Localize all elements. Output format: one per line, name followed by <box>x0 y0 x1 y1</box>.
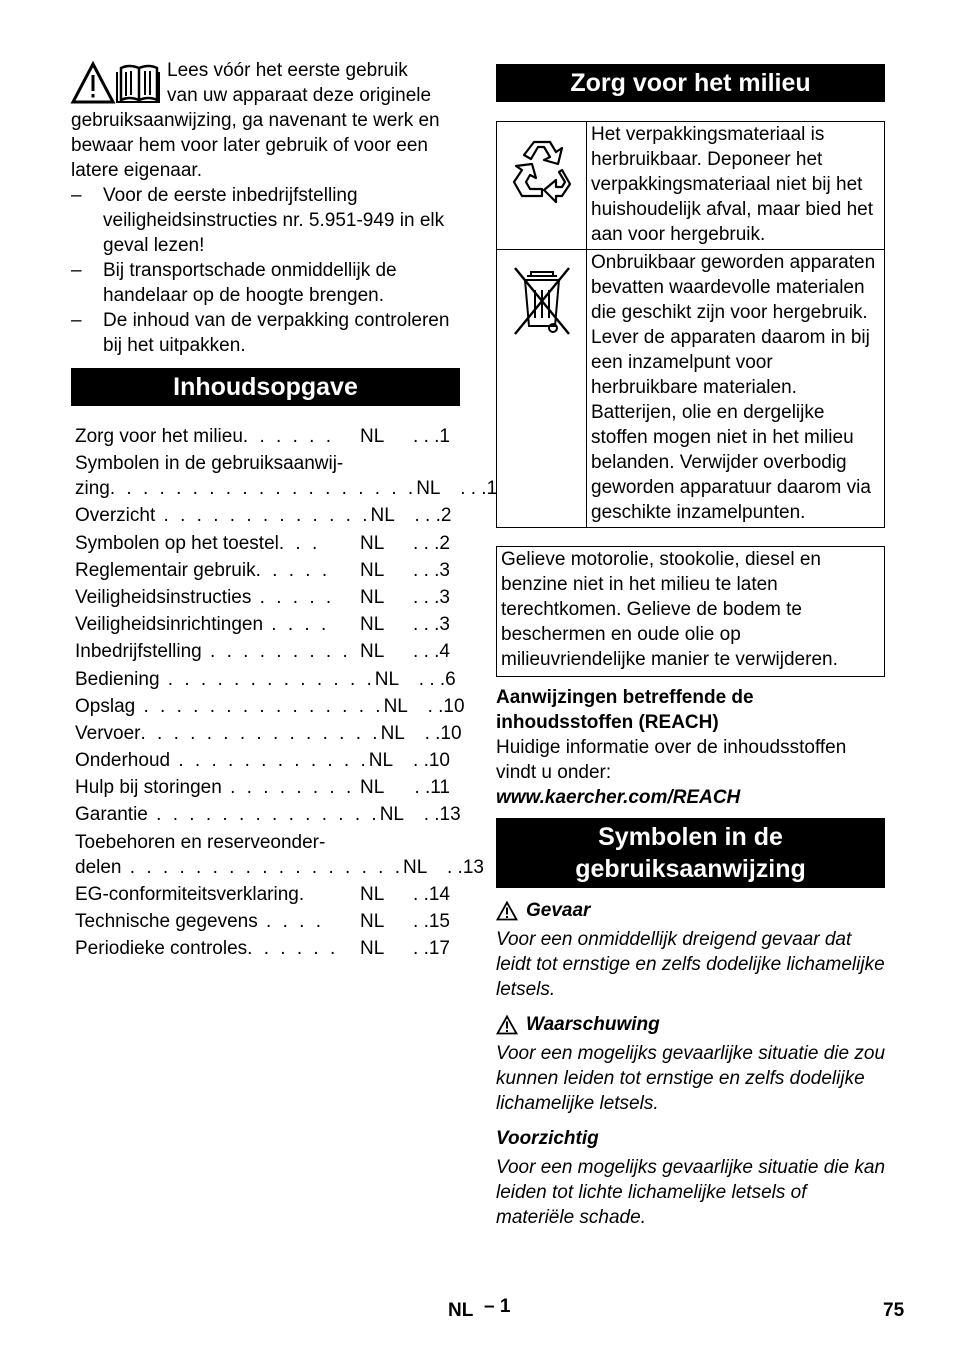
environment-heading: Zorg voor het milieu <box>496 64 885 102</box>
crossed-bin-icon <box>507 260 577 338</box>
toc-language: NL <box>368 750 394 772</box>
toc-row[interactable] <box>75 424 460 449</box>
toc-title: Zorg voor het milieu <box>75 426 243 447</box>
toc-title-line: Symbolen in de gebruiksaanwij- <box>75 453 344 475</box>
footer-language: NL <box>448 1300 474 1321</box>
left-column <box>71 58 498 963</box>
toc-title: zing <box>75 478 110 500</box>
toc-language: NL <box>360 614 385 636</box>
symbol-text-caution: Voor een mogelijks gevaarlijke situatie die kan leiden tot lichte lichamelijke letsels of materiële schade. <box>496 1157 886 1228</box>
toc-row[interactable] <box>75 531 460 556</box>
symbol-label-warning: Waarschuwing <box>526 1014 660 1035</box>
toc-title: Onderhoud <box>75 750 171 772</box>
toc-row[interactable] <box>75 639 460 664</box>
toc-title: Inbedrijfstelling <box>75 641 202 663</box>
toc-page: . . .1 <box>413 426 450 447</box>
toc-page: . .10 <box>424 722 462 744</box>
toc-title: Technische gegevens <box>75 911 258 932</box>
intro-line-2: van uw apparaat deze originele <box>167 85 432 106</box>
toc-language: NL <box>374 668 400 690</box>
toc-language: NL <box>383 695 408 717</box>
toc-page: . .10 <box>427 695 465 717</box>
toc-language: NL <box>360 911 385 932</box>
environment-table <box>496 121 885 528</box>
footer-section-page: – 1 <box>484 1296 511 1317</box>
toc-leader: . . . . . . . . . . . . . <box>155 505 371 527</box>
toc-title-line: Toebehoren en reserveonder- <box>75 831 326 853</box>
toc-language: NL <box>360 559 385 581</box>
toc-title: Overzicht <box>75 505 156 527</box>
warning-manual-icon <box>71 60 161 106</box>
toc-language: NL <box>360 532 385 554</box>
toc-row[interactable] <box>75 721 460 746</box>
toc-leader: . . . . . . . . <box>221 777 355 799</box>
toc-row[interactable] <box>75 748 460 773</box>
toc-page: . . .3 <box>413 559 450 581</box>
toc-page: . .15 <box>413 911 450 932</box>
table-of-contents <box>71 424 498 961</box>
toc-page: . .10 <box>413 750 450 772</box>
toc-row[interactable] <box>75 451 498 501</box>
toc-title: Vervoer <box>75 722 141 744</box>
right-column <box>496 64 885 1230</box>
toc-row[interactable] <box>75 830 484 880</box>
recycle-icon <box>504 132 580 210</box>
symbol-warning <box>496 1012 885 1037</box>
toc-leader: . . . . . . . . . . . . . . . . . <box>121 856 403 878</box>
toc-leader: . . . . . . . . . . . . . . . <box>135 695 384 717</box>
toc-title: Periodieke controles <box>75 938 248 960</box>
symbol-text-danger: Voor een onmiddellijk dreigend gevaar dat leidt tot ernstige en zelfs dodelijke lichamelijke letsels. <box>496 929 885 1000</box>
toc-leader: . . . . . <box>251 586 335 608</box>
reach-heading: Aanwijzingen betreffende de inhoudsstoffen (REACH) <box>496 687 754 733</box>
toc-language: NL <box>360 938 385 960</box>
toc-page: . . .3 <box>413 586 450 608</box>
toc-leader: . . . . . . . . . <box>201 641 351 663</box>
toc-row[interactable] <box>75 882 460 907</box>
list-item: – Bij transportschade onmiddellijk de handelaar op de hoogte brengen. <box>71 260 397 306</box>
toc-language: NL <box>370 505 395 527</box>
toc-page: . . .6 <box>418 668 456 690</box>
toc-leader: . . . . . . <box>242 426 334 447</box>
reach-text: Huidige informatie over de inhoudsstoffen vindt u onder: <box>496 737 847 783</box>
toc-language: NL <box>379 804 404 826</box>
symbol-label-caution: Voorzichtig <box>496 1128 599 1149</box>
toc-row[interactable] <box>75 909 460 934</box>
toc-title: EG-conformiteitsverklaring <box>75 883 299 905</box>
symbol-label-danger: Gevaar <box>526 900 591 921</box>
symbol-danger <box>496 898 885 923</box>
intro-list <box>71 183 460 358</box>
toc-row[interactable] <box>75 775 460 800</box>
toc-title: Garantie <box>75 804 148 826</box>
toc-page: . . .2 <box>413 532 450 554</box>
toc-page: . .13 <box>423 804 461 826</box>
toc-page: . . .2 <box>414 505 452 527</box>
toc-row[interactable] <box>75 503 460 528</box>
toc-title: Bediening <box>75 668 160 690</box>
toc-row[interactable] <box>75 667 460 692</box>
intro-section <box>71 58 460 358</box>
toc-language: NL <box>380 722 405 744</box>
toc-title: delen <box>75 856 122 878</box>
toc-title: Opslag <box>75 695 136 717</box>
toc-leader: . . . . . . . . . . . . . . <box>147 804 380 826</box>
toc-leader: . . . <box>278 532 321 554</box>
toc-leader: . . . . . . . . . . . . . . . <box>140 722 381 744</box>
environment-text-packaging: Het verpakkingsmateriaal is herbruikbaar. Deponeer het verpakkingsmateriaal niet bij het huishoudelijk afval, maar bied het aan voor hergebruik. <box>591 124 874 245</box>
environment-text-devices: Onbruikbaar geworden apparaten bevatten waardevolle materialen die geschikt zijn voor hergebruik. Lever de apparaten daarom in bij een inzamelpunt voor herbruikbare materialen. Batterijen, olie en dergelijke stoffen mogen niet in het milieu belanden. Verwijder overbodig geworden apparatuur daarom via geschikte inzamelpunten. <box>591 252 876 523</box>
toc-language: NL <box>360 586 385 608</box>
toc-row[interactable] <box>75 612 460 637</box>
toc-language: NL <box>360 641 385 663</box>
toc-row[interactable] <box>75 585 460 610</box>
toc-language: NL <box>360 883 385 905</box>
toc-page: . . .4 <box>413 641 450 663</box>
warning-triangle-icon <box>496 1015 518 1035</box>
symbol-text-warning: Voor een mogelijks gevaarlijke situatie die zou kunnen leiden tot ernstige en zelfs dodelijke lichamelijke letsels. <box>496 1043 886 1114</box>
toc-leader: . . . . . . <box>247 938 339 960</box>
toc-title: Veiligheidsinrichtingen <box>75 614 264 636</box>
toc-title: Veiligheidsinstructies <box>75 586 252 608</box>
list-item: – De inhoud van de verpakking controleren bij het uitpakken. <box>71 310 450 356</box>
intro-line-1: Lees vóór het eerste gebruik <box>167 60 408 81</box>
toc-leader: . . . . <box>263 614 330 636</box>
symbols-list <box>496 898 885 1230</box>
toc-leader: . . . . . <box>255 559 331 581</box>
toc-row[interactable] <box>75 936 460 961</box>
toc-leader: . . . . . . . . . . . . . . . . . . . <box>109 478 417 500</box>
list-item: – Voor de eerste inbedrijfstelling veiligheidsinstructies nr. 5.951-949 in elk geval lezen! <box>71 185 445 256</box>
toc-title: Reglementair gebruik <box>75 559 256 581</box>
footer-page-number: 75 <box>883 1300 905 1321</box>
toc-row[interactable] <box>75 802 460 827</box>
toc-leader: . <box>298 883 308 905</box>
intro-text: gebruiksaanwijzing, ga navenant te werk en bewaar hem voor later gebruik of voor een latere eigenaar. <box>71 110 440 181</box>
oil-notice: Gelieve motorolie, stookolie, diesel en benzine niet in het milieu te laten terechtkomen. Gelieve de bodem te beschermen en oude olie op milieuvriendelijke manier te verwijderen. <box>496 546 885 677</box>
toc-leader: . . . . . . . . . . . . <box>170 750 369 772</box>
toc-page: . . .3 <box>413 614 450 636</box>
environment-row-packaging <box>497 122 884 249</box>
reach-link[interactable]: www.kaercher.com/REACH <box>496 787 741 808</box>
toc-language: NL <box>360 426 385 447</box>
toc-page: . .13 <box>446 856 484 878</box>
toc-language: NL <box>402 856 428 878</box>
toc-page: . .14 <box>413 883 450 905</box>
toc-page: . .11 <box>414 777 450 799</box>
symbols-heading: Symbolen in de gebruiksaanwijzing <box>496 818 885 888</box>
environment-row-devices <box>497 249 884 527</box>
toc-page: . . .1 <box>460 478 498 500</box>
toc-title: Symbolen op het toestel <box>75 532 279 554</box>
toc-row[interactable] <box>75 694 465 719</box>
warning-triangle-icon <box>496 901 518 921</box>
toc-heading: Inhoudsopgave <box>71 368 460 406</box>
toc-leader: . . . . . . . . . . . . . <box>159 668 375 690</box>
toc-page: . .17 <box>413 938 450 960</box>
toc-language: NL <box>360 777 385 799</box>
toc-row[interactable] <box>75 558 460 583</box>
toc-language: NL <box>416 478 441 500</box>
toc-title: Hulp bij storingen <box>75 777 222 799</box>
toc-leader: . . . . <box>257 911 324 932</box>
